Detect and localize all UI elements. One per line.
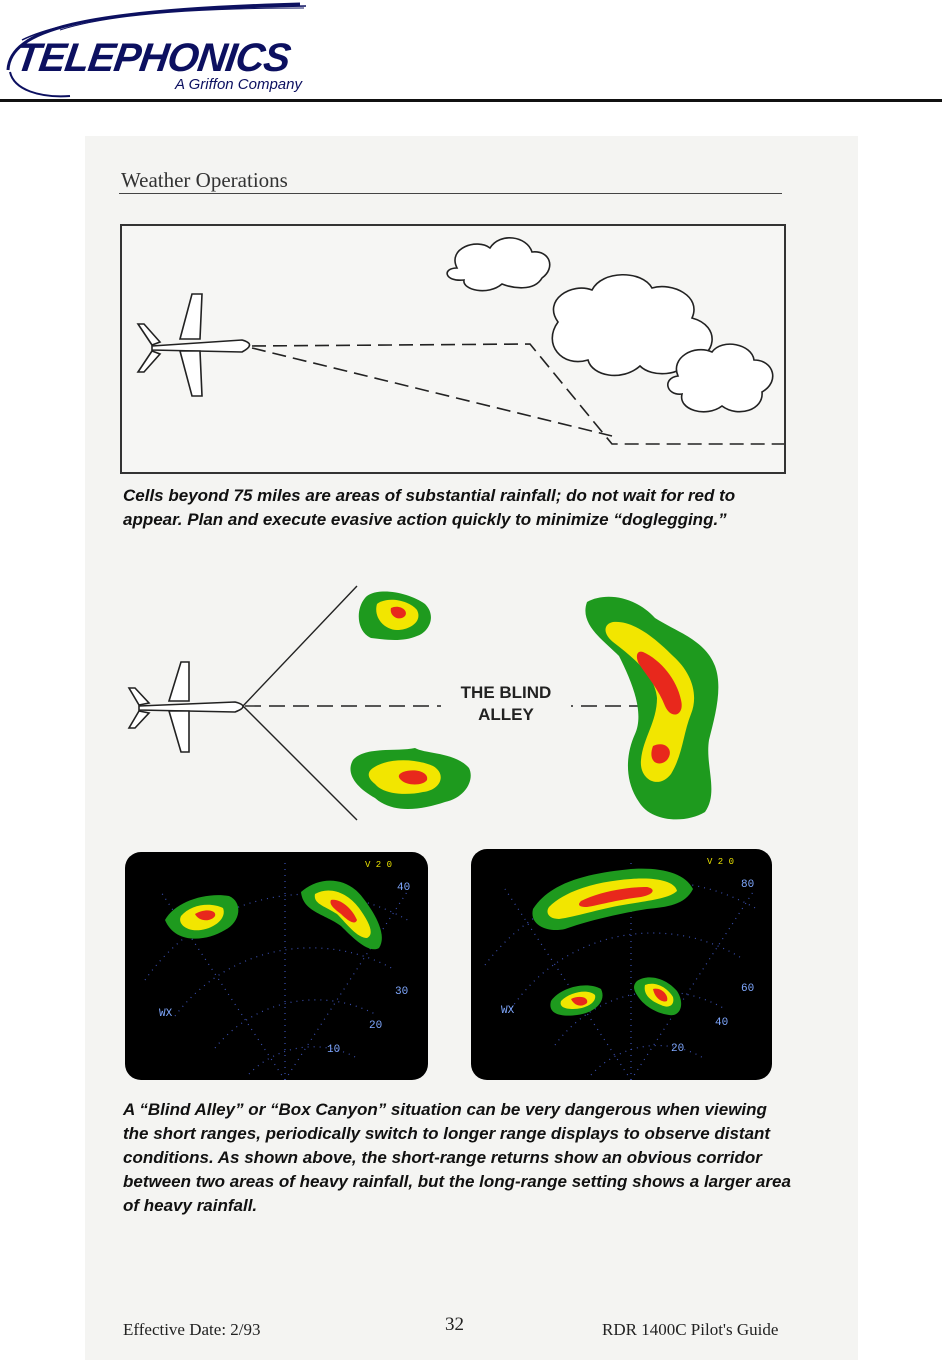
- range-label: 10: [327, 1044, 341, 1056]
- blind-alley-caption: A “Blind Alley” or “Box Canyon” situation can be very dangerous when viewing the short ranges, periodically switch to longer range displays to observe distant conditions. As shown above, the short-range returns show an obvious corridor between two areas of heavy rainfall, but the long-range setting shows a larger area of heavy rainfall.: [123, 1100, 791, 1215]
- radar-return-left-cell: [550, 985, 602, 1015]
- range-label: 40: [397, 882, 411, 894]
- storm-cell-bottom: [350, 748, 470, 809]
- company-tagline: A Griffon Company: [175, 76, 302, 93]
- radar-mode-indicator: V 2 0: [365, 860, 393, 870]
- blind-alley-figure: [125, 584, 765, 829]
- range-label: 40: [715, 1017, 729, 1029]
- radar-sweep: [471, 849, 772, 1080]
- section-rule: [119, 193, 782, 194]
- radar-mode-indicator: V 2 0: [707, 857, 735, 867]
- storm-cell-top: [359, 591, 431, 640]
- range-label: 20: [671, 1043, 685, 1055]
- doglegging-diagram: [122, 226, 784, 472]
- range-label: 20: [369, 1020, 383, 1032]
- radar-return-right-cell: [634, 977, 681, 1015]
- doglegging-figure: [120, 224, 786, 474]
- range-label: 60: [741, 983, 755, 995]
- page-header: [0, 0, 942, 104]
- radar-display-short-range: [125, 852, 428, 1080]
- blind-alley-label-line2: ALLEY: [478, 705, 534, 724]
- aircraft-icon: [138, 294, 250, 396]
- range-label: 80: [741, 879, 755, 891]
- radar-return-right: [301, 881, 382, 950]
- aircraft-icon: [129, 662, 243, 752]
- header-divider: [0, 99, 942, 102]
- blind-alley-label: [441, 682, 571, 726]
- doglegging-caption: Cells beyond 75 miles are areas of substantial rainfall; do not wait for red to appear. Plan and execute evasive action quickly to minimize “doglegging.”: [123, 486, 736, 529]
- blind-alley-label-line1: THE BLIND: [460, 683, 552, 702]
- storm-cell-large: [585, 597, 718, 820]
- effective-date: Effective Date: 2/93: [123, 1320, 261, 1339]
- range-label: 30: [395, 986, 409, 998]
- page-number: 32: [445, 1314, 464, 1335]
- guide-title: RDR 1400C Pilot's Guide: [602, 1320, 779, 1339]
- radar-wx-label: WX: [159, 1008, 173, 1020]
- section-title: Weather Operations: [121, 168, 288, 192]
- cloud-icons: [447, 238, 773, 412]
- manual-page: [85, 136, 858, 1360]
- company-logo: TELEPHONICS: [12, 36, 293, 80]
- radar-display-long-range: [471, 849, 772, 1080]
- radar-return-long-band: [532, 869, 693, 930]
- radar-sweep: [125, 852, 428, 1080]
- radar-wx-label: WX: [501, 1005, 515, 1017]
- radar-return-left: [165, 895, 238, 939]
